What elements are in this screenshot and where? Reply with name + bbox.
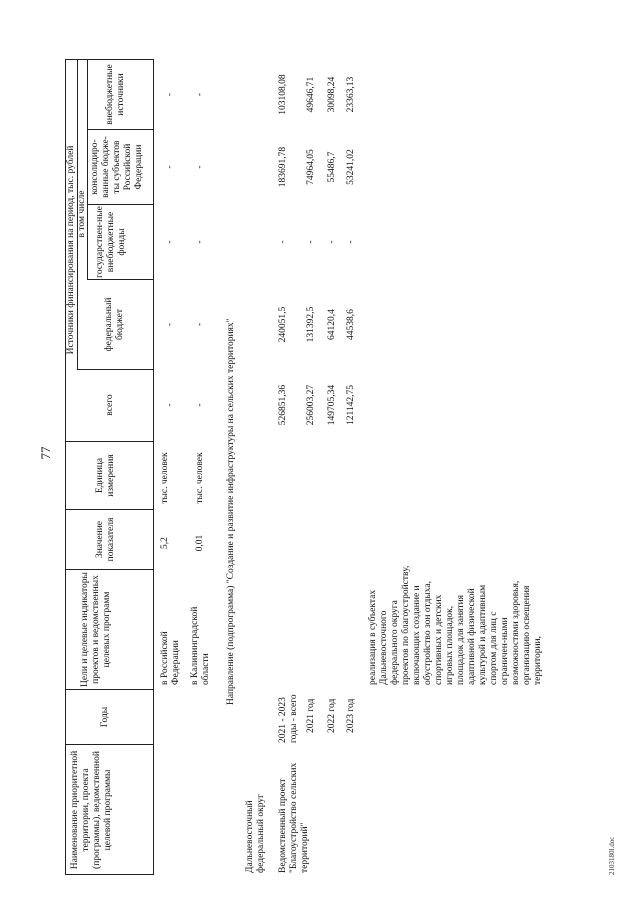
header-col-name: Наименование приоритетной территории, проекта (программы), ведомственной целевой программы	[70, 750, 113, 870]
project-row3-consolidated: 55486,7	[327, 151, 337, 183]
col-sep-2	[65, 744, 154, 745]
project-row4-year: 2023 год	[346, 698, 356, 733]
project-row3-total: 149705,34	[327, 384, 337, 426]
header-total: всего	[105, 394, 115, 416]
row1-consolidated: -	[165, 165, 175, 169]
header-sources: Источники финансирования на период, тыс. рублей	[66, 145, 76, 355]
header-col-years: Годы	[100, 706, 110, 728]
header-col-goals: Цели и целевые индикаторы проектов и ведомственных целевых программ	[80, 572, 112, 687]
district-name: Дальневосточный федеральный округ	[245, 794, 266, 873]
project-row2-offbudget: 49646,71	[306, 76, 316, 113]
project-row2-consolidated: 74964,05	[306, 149, 316, 185]
header-offbudget: внебюджетные источники	[105, 64, 126, 125]
project-row3-state: -	[327, 240, 337, 244]
project-row1-federal: 240051,5	[278, 306, 288, 343]
project-name: Ведомственный проект "Благоустройство сельских территорий"	[278, 762, 310, 873]
col-sep-1	[65, 874, 154, 875]
project-row2-total: 256003,27	[306, 384, 316, 426]
row1-value: 5,2	[160, 537, 170, 549]
col-sep-10	[87, 129, 154, 130]
header-bottom-line	[153, 60, 154, 875]
row2-total: -	[195, 403, 205, 407]
project-row1-offbudget: 103108,08	[278, 74, 288, 115]
project-row2-federal: 131392,5	[306, 306, 316, 343]
project-row1-year: 2021 - 2023 годы - всего	[278, 694, 299, 743]
row2-consolidated: -	[195, 165, 205, 169]
footer-filename: 2103180l.doc	[608, 836, 616, 875]
row1-federal: -	[165, 322, 175, 327]
col-sep-6	[65, 441, 154, 442]
page-number: 77	[38, 446, 53, 460]
project-row4-state: -	[346, 240, 356, 244]
project-row1-state: -	[278, 240, 288, 244]
project-row2-year: 2021 год	[306, 698, 316, 733]
project-row4-total: 121142,75	[346, 384, 356, 426]
header-state-funds: государствен-ные внебюджетные фонды	[95, 206, 127, 278]
project-row1-consolidated: 183691,78	[278, 146, 288, 188]
row2-goal: в Калининградской области	[190, 606, 211, 685]
row2-federal: -	[195, 322, 205, 327]
project-row4-offbudget: 23363,13	[346, 76, 356, 113]
row1-total: -	[165, 403, 175, 407]
row1-unit: тыс. человек	[160, 452, 170, 504]
col-sep-5	[65, 509, 154, 510]
row2-state: -	[195, 240, 205, 244]
row2-offbudget: -	[195, 92, 205, 97]
row1-offbudget: -	[165, 92, 175, 97]
project-row4-federal: 44538,6	[346, 309, 356, 340]
header-incl: в том числе	[77, 190, 87, 238]
project-row3-offbudget: 30098,24	[327, 76, 337, 113]
direction-heading: Направление (подпрограмма) "Создание и развитие инфраструктуры на сельских территориях"	[226, 318, 236, 705]
header-federal: федеральный бюджет	[104, 297, 125, 352]
project-row3-federal: 64120,4	[327, 309, 337, 340]
header-col-unit: Единица измерения	[95, 454, 116, 497]
col-sep-4	[65, 569, 154, 570]
col-sep-3	[65, 689, 154, 690]
row1-goal: в Российской Федерации	[160, 631, 181, 685]
row2-value: 0,01	[195, 534, 205, 552]
col-sep-9	[87, 204, 154, 205]
project-row4-consolidated: 53241,02	[346, 149, 356, 185]
project-goal: реализация в субъектах Дальневосточного федерального округа проектов по благоустройству, включающих создание и обустройство зон отдыха, спортивных и детских игровых площадок, площадок для занятия адаптивной физической культурой и адаптивным спортом для лиц с ограничен-ными возможностями здоровья, организацию освещения территории,	[368, 565, 543, 685]
row2-unit: тыс. человек	[195, 452, 205, 504]
header-consolidated: консолидиро-ванные бюдже-ты субъектов Российской Федерации	[90, 136, 144, 198]
row1-state: -	[165, 240, 175, 244]
project-row3-year: 2022 год	[327, 698, 337, 733]
col-sep-8	[87, 279, 154, 280]
header-col-value: Значение показателя	[95, 517, 116, 562]
project-row1-total: 526851,36	[278, 384, 288, 426]
project-row2-state: -	[306, 240, 316, 244]
